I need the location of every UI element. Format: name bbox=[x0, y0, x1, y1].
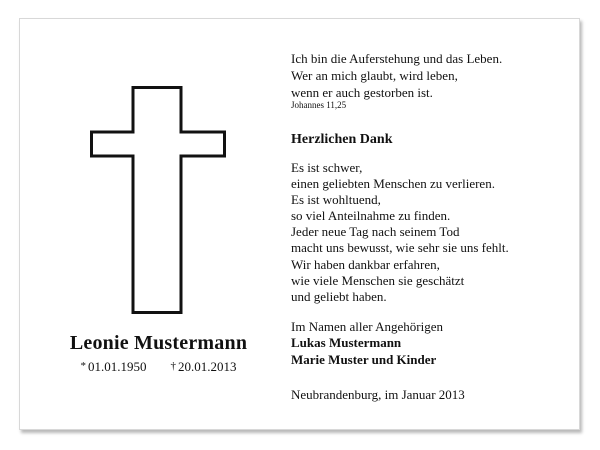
text-line: Wir haben dankbar erfahren, bbox=[291, 256, 440, 272]
text-line: Jeder neue Tag nach seinem Tod bbox=[291, 224, 460, 240]
text-line: und geliebt haben. bbox=[291, 288, 387, 304]
signature-name: Lukas Mustermann bbox=[291, 335, 402, 351]
text-line: einen geliebten Menschen zu verlieren. bbox=[291, 176, 495, 192]
text-line: Es ist wohltuend, bbox=[291, 192, 381, 208]
thanks-text bbox=[291, 160, 571, 305]
signature-block bbox=[291, 319, 571, 369]
signature-name: Marie Muster und Kinder bbox=[291, 351, 437, 367]
text-line: so viel Anteilnahme zu finden. bbox=[291, 208, 451, 224]
birth-symbol: * bbox=[80, 360, 86, 372]
place-date: Neubrandenburg, im Januar 2013 bbox=[291, 387, 465, 403]
text-line: wie viele Menschen sie geschätzt bbox=[291, 272, 465, 288]
deceased-name: Leonie Mustermann bbox=[69, 332, 248, 354]
text-line: Es ist schwer, bbox=[291, 160, 363, 175]
text-column bbox=[291, 50, 571, 403]
birth-date: 01.01.1950 bbox=[88, 359, 147, 374]
verse-line: Ich bin die Auferstehung und das Leben. bbox=[291, 51, 503, 66]
text-line: macht uns bewusst, wie sehr sie uns fehlt. bbox=[291, 240, 509, 256]
verse-line: Wer an mich glaubt, wird leben, bbox=[291, 68, 458, 83]
notice-card bbox=[19, 18, 580, 430]
death-date: 20.01.2013 bbox=[178, 359, 237, 374]
life-dates bbox=[20, 358, 297, 375]
deceased-block bbox=[20, 332, 297, 375]
verse bbox=[291, 50, 571, 111]
cross-icon bbox=[90, 86, 226, 314]
verse-reference: Johannes 11,25 bbox=[291, 100, 347, 110]
signature-intro: Im Namen aller Angehörigen bbox=[291, 318, 443, 334]
thanks-heading: Herzlichen Dank bbox=[291, 132, 393, 147]
death-symbol: † bbox=[170, 360, 176, 372]
verse-line: wenn er auch gestorben ist. bbox=[291, 85, 433, 100]
